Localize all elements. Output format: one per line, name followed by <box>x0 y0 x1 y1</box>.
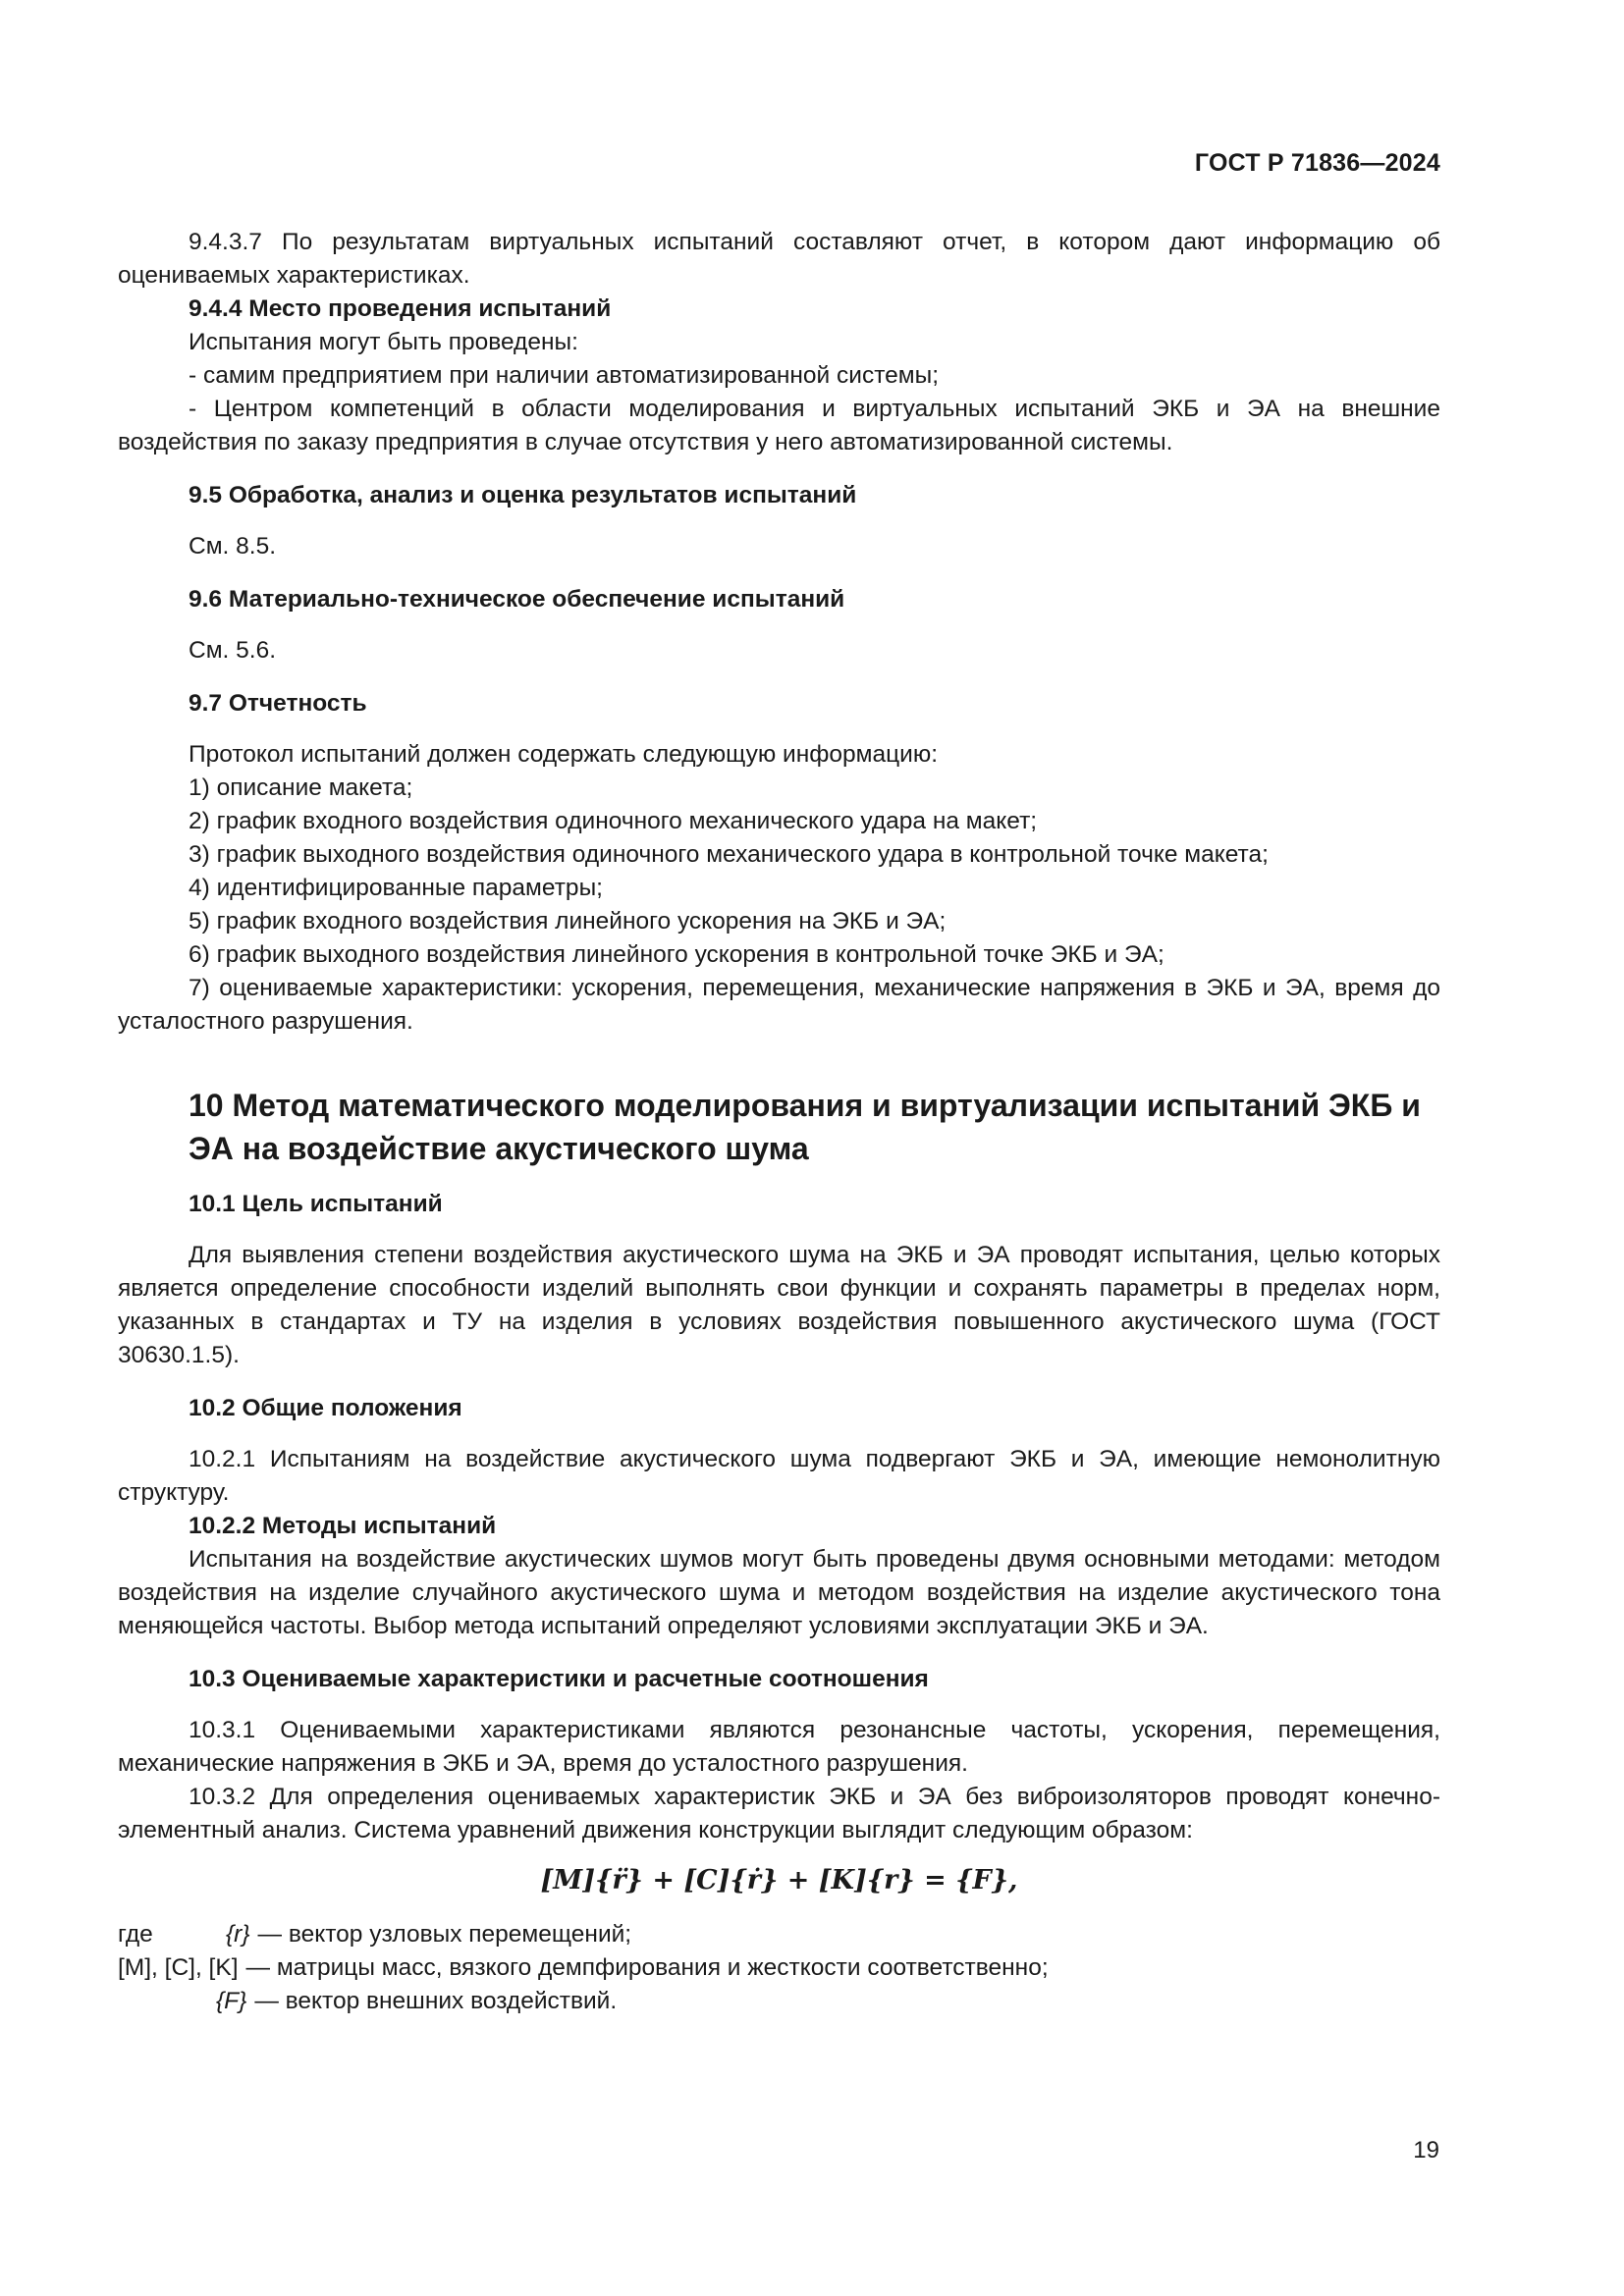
definition-symbol: [M], [C], [K] <box>118 1954 239 1981</box>
paragraph-9-4-3-7: 9.4.3.7 По результатам виртуальных испытаний составляют отчет, в котором дают информацию об оцениваемых характеристиках. <box>118 229 1440 289</box>
heading-10-1: 10.1 Цель испытаний <box>189 1191 443 1217</box>
list-item: 1) описание макета; <box>189 774 413 801</box>
heading-10-2: 10.2 Общие положения <box>189 1395 462 1421</box>
heading-9-5: 9.5 Обработка, анализ и оценка результатов испытаний <box>189 482 857 508</box>
heading-10-2-2: 10.2.2 Методы испытаний <box>189 1513 497 1539</box>
section-title-10: 10 Метод математического моделирования и виртуализации испытаний ЭКБ и ЭА на воздействие акустического шума <box>189 1088 1421 1166</box>
paragraph-9-4-4-intro: Испытания могут быть проведены: <box>189 329 578 355</box>
definition-text: — вектор внешних воздействий. <box>254 1988 618 2014</box>
heading-10-3: 10.3 Оцениваемые характеристики и расчетные соотношения <box>189 1666 929 1692</box>
list-item: 5) график входного воздействия линейного ускорения на ЭКБ и ЭА; <box>189 908 947 934</box>
definition-text: — вектор узловых перемещений; <box>257 1921 632 1948</box>
heading-9-7: 9.7 Отчетность <box>189 690 367 717</box>
paragraph-10-1: Для выявления степени воздействия акустического шума на ЭКБ и ЭА проводят испытания, целью которых является определение способности изделий выполнять свои функции и сохранять параметры в пределах норм, указанных в стандартах и ТУ на изделия в условиях воздействия повышенного акустического шума (ГОСТ 30630.1.5). <box>118 1242 1440 1368</box>
list-item: 7) оцениваемые характеристики: ускорения, перемещения, механические напряжения в ЭКБ и ЭА, время до усталостного разрушения. <box>118 975 1440 1035</box>
definition-row <box>118 1951 1440 1985</box>
list-item: 4) идентифицированные параметры; <box>189 875 603 901</box>
paragraph-9-5: См. 8.5. <box>189 533 277 560</box>
list-item: 3) график выходного воздействия одиночного механического удара в контрольной точке макета; <box>189 841 1269 868</box>
formula-definitions <box>118 1918 1440 2018</box>
heading-9-6: 9.6 Материально-техническое обеспечение испытаний <box>189 586 845 613</box>
definition-symbol: {r} <box>226 1921 250 1948</box>
paragraph-10-2-1: 10.2.1 Испытаниям на воздействие акустического шума подвергают ЭКБ и ЭА, имеющие немонолитную структуру. <box>118 1446 1440 1506</box>
document-body <box>118 226 1440 2018</box>
heading-9-4-4: 9.4.4 Место проведения испытаний <box>189 295 612 322</box>
list-item: 2) график входного воздействия одиночного механического удара на макет; <box>189 808 1038 834</box>
list-item: - самим предприятием при наличии автоматизированной системы; <box>189 362 940 389</box>
paragraph-10-2-2: Испытания на воздействие акустических шумов могут быть проведены двумя основными методами: методом воздействия на изделие случайного акустического шума и методом воздействия на изделие акустического тона меняющейся частоты. Выбор метода испытаний определяют условиями эксплуатации ЭКБ и ЭА. <box>118 1546 1440 1639</box>
equation-of-motion: [M]{r̈} + [C]{ṙ} + [K]{r} = {F}, <box>540 1865 1018 1896</box>
page-number: 19 <box>1413 2137 1439 2163</box>
paragraph-10-3-2: 10.3.2 Для определения оцениваемых характеристик ЭКБ и ЭА без виброизоляторов проводят конечно-элементный анализ. Система уравнений движения конструкции выглядит следующим образом: <box>118 1784 1440 1843</box>
paragraph-10-3-1: 10.3.1 Оцениваемыми характеристиками являются резонансные частоты, ускорения, перемещения, механические напряжения в ЭКБ и ЭА, время до усталостного разрушения. <box>118 1717 1440 1777</box>
definition-row <box>118 1985 1440 2018</box>
definition-row <box>118 1918 1440 1951</box>
definition-lead: где <box>118 1921 153 1948</box>
list-item: - Центром компетенций в области моделирования и виртуальных испытаний ЭКБ и ЭА на внешние воздействия по заказу предприятия в случае отсутствия у него автоматизированной системы. <box>118 396 1440 455</box>
paragraph-9-7-intro: Протокол испытаний должен содержать следующую информацию: <box>189 741 939 768</box>
document-id: ГОСТ Р 71836—2024 <box>1194 149 1440 177</box>
definition-symbol: {F} <box>216 1988 247 2014</box>
paragraph-9-6: См. 5.6. <box>189 637 277 664</box>
list-item: 6) график выходного воздействия линейного ускорения в контрольной точке ЭКБ и ЭА; <box>189 941 1164 968</box>
definition-text: — матрицы масс, вязкого демпфирования и жесткости соответственно; <box>245 1954 1049 1981</box>
